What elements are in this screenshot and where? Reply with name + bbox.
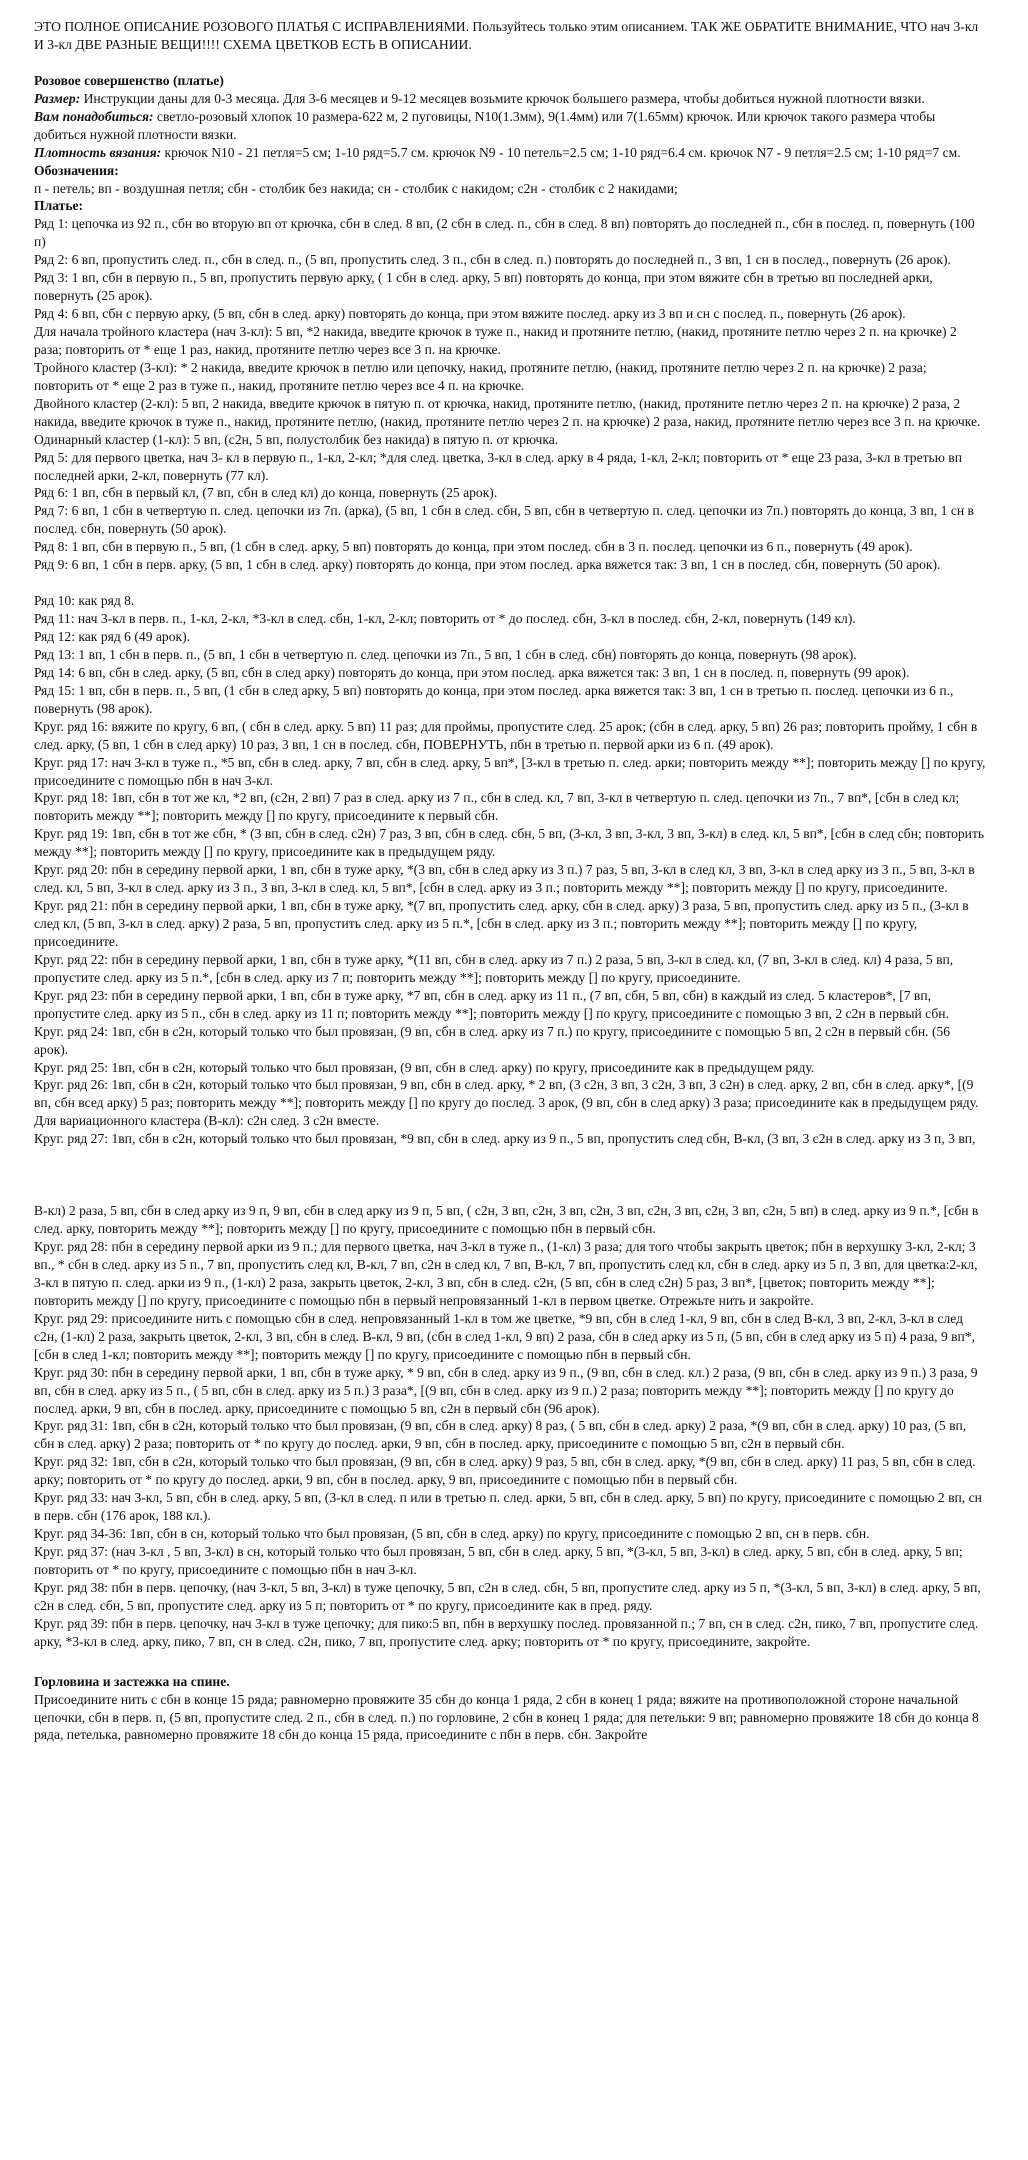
- row-paragraph: Ряд 11: нач 3-кл в перв. п., 1-кл, 2-кл, *3-кл в след. сбн, 1-кл, 2-кл; повторить от * до послед. сбн, 3-кл в послед. сбн, 2-кл, повернуть (149 кл).: [34, 611, 856, 627]
- gauge-paragraph: [34, 144, 986, 162]
- row-paragraph: Круг. ряд 30: пбн в середину первой арки, 1 вп, сбн в туже арку, * 9 вп, сбн в след. арку из 9 п., (9 вп, сбн в след. кл.) 2 раза, (9 вп, сбн в след. арку из 9 п.) 3 раза, 9 вп, сбн в след. арку из 5 п., ( 5 вп, сбн в след. арку из 5 п.) 3 раза*, [(9 вп, сбн в след. арку из 9 п.) 2 раза; повторить между **]; повторить между [] по кругу до послед. арки, 9 вп, сбн в послед. арку, присоедините с помощью 5 вп, с2н в первый сбн (96 арок).: [34, 1364, 978, 1416]
- row-paragraph: Ряд 1: цепочка из 92 п., сбн во вторую вп от крючка, сбн в след. 8 вп, (2 сбн в след. п., сбн в след. 8 вп) повторять до последней п., сбн в послед. п, повернуть (100 п): [34, 216, 975, 250]
- row-paragraph: Ряд 8: 1 вп, сбн в первую п., 5 вп, (1 сбн в след. арку, 5 вп) повторять до конца, при этом послед. сбн в 3 п. послед. цепочки из 6 п., повернуть (49 арок).: [34, 539, 913, 555]
- row-paragraph: Круг. ряд 24: 1вп, сбн в с2н, который только что был провязан, (9 вп, сбн в след. арку из 7 п.) по кругу, присоедините с помощью 5 вп, 2 с2н в первый сбн. (56 арок).: [34, 1023, 951, 1057]
- row-paragraph: Круг. ряд 20: пбн в середину первой арки, 1 вп, сбн в туже арку, *(3 вп, сбн в след арку из 3 п.) 7 раз, 5 вп, 3-кл в след кл, 3 вп, 3-кл в след арку из 3 п., 5 вп, 3-кл в след. кл, 5 вп, 3-кл в след. арку из 3 п., 3 вп, 3-кл в след. кл, 5 вп*, [сбн в след. арку из 3 п.; повторить между **]; повторить между [] по кругу, присоедините.: [34, 862, 975, 896]
- rows-part-3: [34, 1202, 986, 1650]
- row-paragraph: Круг. ряд 32: 1вп, сбн в с2н, который только что был провязан, (9 вп, сбн в след. арку) 9 раз, 5 вп, сбн в след. арку, *(9 вп, сбн в след. арку) 11 раз, 5 вп, сбн в след. арку; повторить от * по кругу до послед. арки, 9 вп, сбн в послед. арку, 9 вп, присоедините с помощью пбн в первый сбн.: [34, 1454, 976, 1488]
- row-paragraph: Одинарный кластер (1-кл): 5 вп, (с2н, 5 вп, полустолбик без накида) в пятую п. от крючка.: [34, 431, 559, 447]
- row-paragraph: Круг. ряд 29: присоедините нить с помощью сбн в след. непровязанный 1-кл в том же цветке, *9 вп, сбн в след 1-кл, 9 вп, сбн в след В-кл, 3 вп, 2-кл, 3-кл в след с2н, (1-кл) 2 раза, закрыть цветок, 2-кл, 3 вп, сбн в след. В-кл, 9 вп, (сбн в след 1-кл, 9 вп) 2 раза, сбн в след арку из 5 п, (5 вп, сбн в след арку из 5 п) 4 раза, 9 вп*, [сбн в след 1-кл; повторить между **]; повторить между [] по кругу, присоедините с помощью пбн в первый сбн.: [34, 1310, 976, 1362]
- row-paragraph: Двойного кластер (2-кл): 5 вп, 2 накида, введите крючок в пятую п. от крючка, накид, протяните петлю, (накид, протяните петлю через 2 п. на крючке) 2 раза, 2 накида, введите крючок в туже п., накид, протяните петлю, (накид, протяните петлю через 2 п. на крючке) 2 раза, накид, протяните петлю через все 3 п. на крючке.: [34, 395, 981, 429]
- row-paragraph: Круг. ряд 18: 1вп, сбн в тот же кл, *2 вп, (с2н, 2 вп) 7 раз в след. арку из 7 п., сбн в след. кл, 7 вп, 3-кл в четвертую п. след. цепочки из 7п., 7 вп*, [сбн в след кл; повторить между **]; повторить между [] по кругу, присоедините к первый сбн.: [34, 790, 960, 824]
- row-paragraph: Круг. ряд 28: пбн в середину первой арки из 9 п.; для первого цветка, нач 3-кл в туже п., (1-кл) 3 раза; для того чтобы закрыть цветок; пбн в верхушку 3-кл, 2-кл; 3 вп., * сбн в след. арку из 5 п., 7 вп, пропустить след кл, В-кл, 7 вп, с2н в след кл, 7 вп, В-кл, 7 вп, пропустить след кл, сбн в след. арку из 5 п, 3 вп, для цветка:2-кл, 3-кл в пятую п. след. арки из 9 п., (1-кл) 2 раза, закрыть цветок, 2-кл, 3 вп, сбн в след. с2н, (5 вп, сбн в след с2н) 5 раз, 3 вп*, [цветок; повторить между **]; повторить между [] по кругу, присоедините с помощью пбн в первый непровязанный 1-кл в первом цветке. Отрежьте нить и закройте.: [34, 1239, 978, 1308]
- row-paragraph: Круг. ряд 39: пбн в перв. цепочку, нач 3-кл в туже цепочку; для пико:5 вп, пбн в верхушку послед. провязанной п.; 7 вп, сн в след. с2н, пико, 7 вп, пропустите след. арку, *3-кл в след. арку, пико, 7 вп, сн в след. с2н, пико, 7 вп, пропустите след. арку; повторить от * по кругу, присоедините, закройте.: [34, 1615, 979, 1649]
- row-paragraph: Для начала тройного кластера (нач 3-кл): 5 вп, *2 накида, введите крючок в туже п., накид и протяните петлю, (накид, протяните петлю через 2 п. на крючке) 2 раза; повторить от * еще 1 раз, накид, протяните петлю через все 3 п. на крючке.: [34, 324, 957, 357]
- row-paragraph: Круг. ряд 22: пбн в середину первой арки, 1 вп, сбн в туже арку, *(11 вп, сбн в след. арку из 7 п.) 2 раза, 5 вп, 3-кл в след. кл, (7 вп, 3-кл в след. кл) 4 раза, 5 вп, пропустите след. арку из 5 п.*, [сбн в след. арку из 7 п; повторить между **]; повторить между [] по кругу, присоедините.: [34, 951, 954, 985]
- size-text: Инструкции даны для 0-3 месяца. Для 3-6 месяцев и 9-12 месяцев возьмите крючок большего размера, чтобы добиться нужной плотности вязки.: [80, 90, 925, 106]
- row-paragraph: Круг. ряд 17: нач 3-кл в туже п., *5 вп, сбн в след. арку, 7 вп, сбн в след. арку, 5 вп*, [3-кл в третью п. след. арки; повторить между **]; повторить между [] по кругу, присоедините с помощью пбн в нач 3-кл.: [34, 754, 986, 788]
- row-paragraph: Круг. ряд 37: (нач 3-кл , 5 вп, 3-кл) в сн, который только что был провязан, 5 вп, сбн в след. арку, 5 вп, *(3-кл, 5 вп, 3-кл) в след. арку, 5 вп, сбн в след. арку, 5 вп; повторить от * по кругу, присоедините с помощью пбн в нач 3-кл.: [34, 1544, 963, 1577]
- row-paragraph: Круг. ряд 16: вяжите по кругу, 6 вп, ( сбн в след. арку. 5 вп) 11 раз; для проймы, пропустите след. 25 арок; (сбн в след. арку, 5 вп) 26 раз; повторить пройму, 1 сбн в след. арку, (5 вп, 1 сбн в след арку) 10 раз, 3 вп, 1 сн в послед. сбн, ПОВЕРНУТЬ, пбн в третью п. первой арки из 6 п. (49 арок).: [34, 718, 978, 752]
- gauge-label: Плотность вязания:: [34, 144, 162, 160]
- row-paragraph: Ряд 12: как ряд 6 (49 арок).: [34, 629, 191, 644]
- abbreviations-title-text: Обозначения: [34, 162, 115, 178]
- row-paragraph: Круг. ряд 31: 1вп, сбн в с2н, который только что был провязан, (9 вп, сбн в след. арку) 8 раз, ( 5 вп, сбн в след. арку) 2 раза, *(9 вп, сбн в след. арку) 10 раз, (5 вп, сбн в след. арку) 2 раза; повторить от * по кругу до послед. арки, 9 вп, сбн в послед. арку, присоедините с помощью 5 вп, с2н в первый сбн.: [34, 1418, 967, 1452]
- row-paragraph: Ряд 2: 6 вп, пропустить след. п., сбн в след. п., (5 вп, пропустить след. 3 п., сбн в след. п.) повторять до последней п., 3 вп, 1 сн в послед., повернуть (26 арок).: [34, 252, 951, 268]
- row-paragraph: Круг. ряд 27: 1вп, сбн в с2н, который только что был провязан, *9 вп, сбн в след. арку из 9 п., 5 вп, пропустить след сбн, В-кл, (3 вп, 3 с2н в след. арку из 3 п, 3 вп,: [34, 1131, 976, 1147]
- row-paragraph: Ряд 13: 1 вп, 1 сбн в перв. п., (5 вп, 1 сбн в четвертую п. след. цепочки из 7п., 5 вп, 1 сбн в след. сбн) повторять до конца, повернуть (98 арок).: [34, 646, 857, 662]
- intro-notice: ЭТО ПОЛНОЕ ОПИСАНИЕ РОЗОВОГО ПЛАТЬЯ С ИСПРАВЛЕНИЯМИ. Пользуйтесь только этим описанием. ТАК ЖЕ ОБРАТИТЕ ВНИМАНИЕ, ЧТО нач 3-кл И 3-кл ДВЕ РАЗНЫЕ ВЕЩИ!!!! СХЕМА ЦВЕТКОВ ЕСТЬ В ОПИСАНИИ.: [34, 19, 979, 52]
- row-paragraph: Ряд 7: 6 вп, 1 сбн в четвертую п. след. цепочки из 7п. (арка), (5 вп, 1 сбн в след. сбн, 5 вп, сбн в четвертую п. след. цепочки из 7п.) повторять до конца, 3 вп, 1 сн в послед. сбн, повернуть (50 арок).: [34, 503, 974, 537]
- row-paragraph: Ряд 10: как ряд 8.: [34, 593, 135, 609]
- row-paragraph: Ряд 6: 1 вп, сбн в первый кл, (7 вп, сбн в след кл) до конца, повернуть (25 арок).: [34, 485, 498, 501]
- neckline-text: Присоедините нить с сбн в конце 15 ряда; равномерно провяжите 35 сбн до конца 1 ряда, 2 сбн в конец 1 ряда; вяжите на противоположной стороне начальной цепочки, сбн в перв. п, (5 вп, пропустите след. 2 п., сбн в след. п.) по горловине, 2 сбн в конец 1 ряда; для петельки: 9 вп; равномерно провяжите 18 сбн до конца 8 ряда, петелька, равномерно провяжите 18 сбн до конца 15 ряда, присоедините с пбн в перв. сбн. Закройте: [34, 1691, 979, 1743]
- dress-title: Платье:: [34, 198, 84, 214]
- row-paragraph: Круг. ряд 21: пбн в середину первой арки, 1 вп, сбн в туже арку, *(7 вп, пропустить след. арку, сбн в след. арку) 3 раза, 5 вп, пропустить след. арку из 5 п., (3-кл в след кл, (5 вп, 3-кл в след. арку) 2 раза, 5 вп, пропустить след. арку из 5 п.*, [сбн в след. арку из 3 п.; повторить между **]; повторить между [] по кругу, присоедините.: [34, 898, 969, 949]
- materials-text: светло-розовый хлопок 10 размера-622 м, 2 пуговицы, N10(1.3мм), 9(1.4мм) или 7(1.65мм) крючок. Или крючок такого размера чтобы добиться нужной плотности вязки.: [34, 108, 936, 142]
- rows-part-2: [34, 592, 986, 1148]
- row-paragraph: Круг. ряд 38: пбн в перв. цепочку, (нач 3-кл, 5 вп, 3-кл) в туже цепочку, 5 вп, с2н в след. сбн, 5 вп, пропустите след. арку из 5 п, *(3-кл, 5 вп, 3-кл) в след. арку, 5 вп, с2н в след. сбн, 5 вп, пропустите след. арку из 5 п; повторить от * по кругу, присоедините как в пред. ряду.: [34, 1579, 981, 1613]
- materials-paragraph: [34, 108, 986, 144]
- row-paragraph: Ряд 5: для первого цветка, нач 3- кл в первую п., 1-кл, 2-кл; *для след. цветка, 3-кл в след. арку в 4 ряда, 1-кл, 2-кл; повторить от * еще 23 раза, 3-кл в третью вп последней арки, 2-кл, повернуть (77 кл).: [34, 449, 962, 483]
- rows-part-1: [34, 215, 986, 574]
- size-paragraph: [34, 90, 986, 108]
- row-paragraph: Круг. ряд 19: 1вп, сбн в тот же сбн, * (3 вп, сбн в след. с2н) 7 раз, 3 вп, сбн в след. сбн, 5 вп, (3-кл, 3 вп, 3-кл, 3 вп, 3-кл) в след. кл, 5 вп*, [сбн в след сбн; повторить между **]; повторить между [] по кругу, присоедините как в предыдущем ряду.: [34, 826, 985, 860]
- row-paragraph: Круг. ряд 25: 1вп, сбн в с2н, который только что был провязан, (9 вп, сбн в след. арку) по кругу, присоедините как в предыдущем ряду.: [34, 1059, 815, 1075]
- abbreviations-title: Обозначения:: [34, 162, 119, 178]
- row-paragraph: Круг. ряд 33: нач 3-кл, 5 вп, сбн в след. арку, 5 вп, (3-кл в след. п или в третью п. след. арки, 5 вп, сбн в след. арку, 5 вп) по кругу, присоедините с помощью 2 вп, сн в перв. сбн (176 арок, 188 кл.).: [34, 1490, 982, 1524]
- row-paragraph: Ряд 4: 6 вп, сбн с первую арку, (5 вп, сбн в след. арку) повторять до конца, при этом вяжите послед. арку из 3 вп и сн с послед. п., повернуть (26 арок).: [34, 306, 906, 322]
- row-paragraph: Круг. ряд 34-36: 1вп, сбн в сн, который только что был провязан, (5 вп, сбн в след. арку) по кругу, присоедините с помощью 2 вп, сн в перв. сбн.: [34, 1526, 870, 1542]
- row-paragraph: Ряд 15: 1 вп, сбн в перв. п., 5 вп, (1 сбн в след арку, 5 вп) повторять до конца, при этом послед. арка вяжется так: 3 вп, 1 сн в третью п. послед. цепочки из 6 п., повернуть (98 арок).: [34, 682, 954, 716]
- size-label: Размер:: [34, 90, 81, 106]
- row-paragraph: Ряд 3: 1 вп, сбн в первую п., 5 вп, пропустить первую арку, ( 1 сбн в след. арку, 5 вп) повторять до конца, при этом вяжите сбн в третью вп последней арки, повернуть (25 арок).: [34, 270, 933, 304]
- abbreviations-text: п - петель; вп - воздушная петля; сбн - столбик без накида; сн - столбик с накидом; с2н - столбик с 2 накидами;: [34, 180, 678, 196]
- materials-label: Вам понадобиться:: [34, 108, 154, 124]
- neckline-title: Горловина и застежка на спине.: [34, 1673, 230, 1689]
- row-paragraph: В-кл) 2 раза, 5 вп, сбн в след арку из 9 п, 9 вп, сбн в след арку из 9 п, 5 вп, ( с2н, 3 вп, с2н, 3 вп, с2н, 3 вп, с2н, 3 вп, с2н, 3 вп, с2н, 5 вп) в след. арку из 9 п.*, [сбн в след. арку, повторить между **]; повторить между [] по кругу, присоедините с помощью пбн в первый сбн.: [34, 1203, 979, 1237]
- gauge-text: крючок N10 - 21 петля=5 см; 1-10 ряд=5.7 см. крючок N9 - 10 петель=2.5 см; 1-10 ряд=6.4 см. крючок N7 - 9 петля=2.5 см; 1-10 ряд=7 см.: [161, 144, 961, 160]
- row-paragraph: Для вариационного кластера (В-кл): с2н след. 3 с2н вместе.: [34, 1113, 380, 1129]
- pattern-title: Розовое совершенство (платье): [34, 72, 224, 88]
- row-paragraph: Тройного кластер (3-кл): * 2 накида, введите крючок в петлю или цепочку, накид, протяните петлю, (накид, протяните петлю через 2 п. на крючке) 2 раза; повторить от * еще 2 раз в туже п., накид, протяните петлю через все 4 п. на крючке.: [34, 359, 927, 393]
- row-paragraph: Круг. ряд 23: пбн в середину первой арки, 1 вп, сбн в туже арку, *7 вп, сбн в след. арку из 11 п., (7 вп, сбн, 5 вп, сбн) в каждый из след. 5 кластеров*, [7 вп, пропустите след. арку из 5 п., сбн в след. арку из 11 п; повторить между **]; повторить между [] по кругу, присоедините с помощью 3 вп, 2 с2н в первый сбн.: [34, 987, 949, 1021]
- row-paragraph: Ряд 14: 6 вп, сбн в след. арку, (5 вп, сбн в след арку) повторять до конца, при этом послед. арка вяжется так: 3 вп, 1 сн в послед. п, повернуть (99 арок).: [34, 664, 910, 680]
- row-paragraph: Ряд 9: 6 вп, 1 сбн в перв. арку, (5 вп, 1 сбн в след. арку) повторять до конца, при этом послед. арка вяжется так: 3 вп, 1 сн в послед. сбн, повернуть (50 арок).: [34, 557, 941, 573]
- row-paragraph: Круг. ряд 26: 1вп, сбн в с2н, который только что был провязан, 9 вп, сбн в след. арку, * 2 вп, (3 с2н, 3 вп, 3 с2н, 3 вп, 3 с2н) в след. арку, 2 вп, сбн в след. арку*, [(9 вп, сбн всед арку) 5 раз; повторить между **]; повторить между [] по кругу до послед. 3 арок, (9 вп, сбн в след арку) 3 раза; присоедините как в предыдущем ряду.: [34, 1077, 979, 1111]
